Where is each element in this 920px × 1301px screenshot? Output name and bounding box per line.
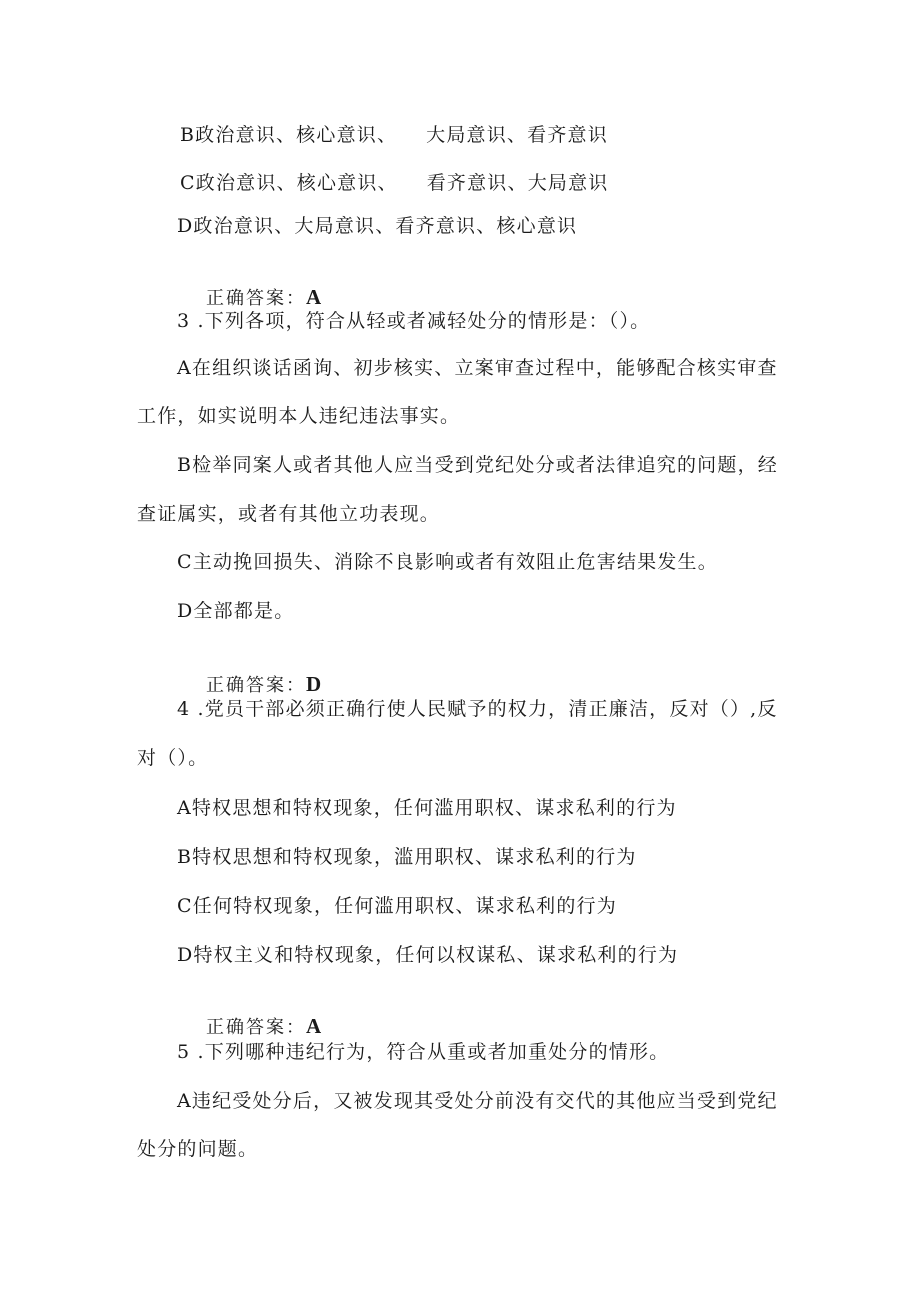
answer-value: A (305, 285, 323, 309)
q4-option-a: A特权思想和特权现象，任何滥用职权、谋求私利的行为 (177, 797, 677, 819)
q4-question-line2: 对（）。 (137, 747, 209, 769)
q3-option-d: D全部都是。 (177, 600, 295, 622)
q3-option-a-line1: A在组织谈话函询、初步核实、立案审查过程中，能够配合核实审查 (177, 357, 778, 379)
q3-option-a-line2: 工作，如实说明本人违纪违法事实。 (137, 405, 461, 427)
answer-label: 正确答案： (205, 1017, 306, 1038)
q4-option-c: C任何特权现象，任何滥用职权、谋求私利的行为 (177, 895, 617, 917)
q3-option-b-line2: 查证属实，或者有其他立功表现。 (137, 503, 441, 525)
q3-option-b-line1: B检举同案人或者其他人应当受到党纪处分或者法律追究的问题，经 (177, 454, 778, 476)
answer-label: 正确答案： (205, 675, 306, 696)
q5-question: 5 .下列哪种违纪行为，符合从重或者加重处分的情形。 (177, 1041, 670, 1063)
q5-option-a-line2: 处分的问题。 (137, 1138, 259, 1160)
q2-option-b: B政治意识、核心意识、 大局意识、看齐意识 (180, 124, 608, 146)
answer-value: A (305, 1014, 323, 1038)
answer-value: D (305, 672, 323, 696)
q3-question: 3 .下列各项，符合从轻或者减轻处分的情形是：（）。 (177, 310, 651, 332)
q4-option-d: D特权主义和特权现象，任何以权谋私、谋求私利的行为 (177, 944, 679, 966)
q4-question-line1: 4 .党员干部必须正确行使人民赋予的权力，清正廉洁，反对（）,反 (177, 698, 778, 720)
answer-label: 正确答案： (205, 288, 306, 309)
q2-option-c: C政治意识、核心意识、 看齐意识、大局意识 (180, 172, 609, 194)
q3-option-c: C主动挽回损失、消除不良影响或者有效阻止危害结果发生。 (177, 551, 718, 573)
q2-option-d: D政治意识、大局意识、看齐意识、核心意识 (177, 215, 578, 237)
q4-option-b: B特权思想和特权现象，滥用职权、谋求私利的行为 (177, 846, 637, 868)
q5-option-a-line1: A违纪受处分后，又被发现其受处分前没有交代的其他应当受到党纪 (177, 1090, 778, 1112)
